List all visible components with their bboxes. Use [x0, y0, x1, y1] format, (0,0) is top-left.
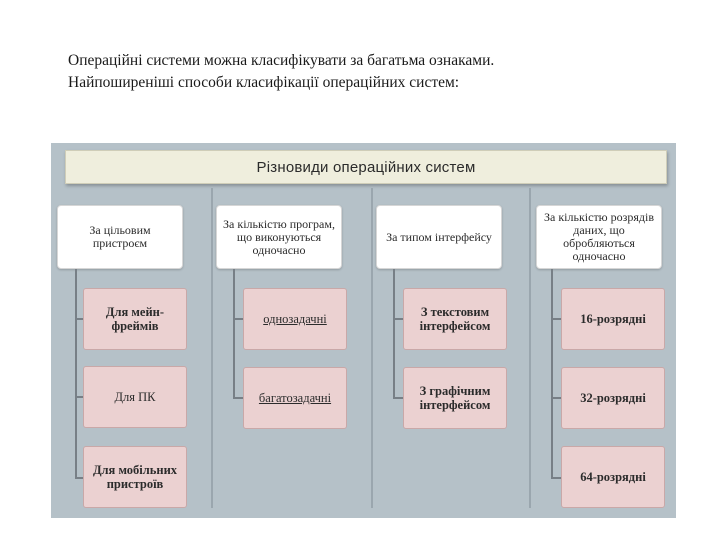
intro-line-2: Найпоширеніші способи класифікації операційних систем:	[68, 74, 460, 91]
connector	[551, 318, 561, 320]
header-interface-type: За типом інтерфейсу	[376, 205, 502, 269]
item-64-bit: 64-розрядні	[561, 446, 665, 508]
column-divider	[371, 188, 373, 508]
intro-text	[68, 50, 688, 94]
diagram-title: Різновиди операційних систем	[65, 150, 667, 184]
connector	[551, 477, 561, 479]
column-divider	[211, 188, 213, 508]
connector	[75, 269, 77, 479]
header-target-device: За цільовим пристроєм	[57, 205, 183, 269]
intro-line-1: Операційні системи можна класифікувати за багатьма ознаками.	[68, 52, 495, 69]
item-graphic-interface: З графічним інтерфейсом	[403, 367, 507, 429]
connector	[75, 477, 83, 479]
connector	[233, 269, 235, 399]
item-mobile-devices: Для мобільних пристроїв	[83, 446, 187, 508]
header-programs-count: За кількістю програм, що виконуються одночасно	[216, 205, 342, 269]
connector	[393, 318, 403, 320]
item-text-interface: З текстовим інтерфейсом	[403, 288, 507, 350]
column-divider	[529, 188, 531, 508]
connector	[233, 397, 243, 399]
connector	[233, 318, 243, 320]
connector	[393, 397, 403, 399]
os-classification-diagram	[51, 143, 676, 518]
item-16-bit: 16-розрядні	[561, 288, 665, 350]
connector	[75, 318, 83, 320]
item-32-bit: 32-розрядні	[561, 367, 665, 429]
item-multi-task: багатозадачні	[243, 367, 347, 429]
connector	[551, 397, 561, 399]
item-pc: Для ПК	[83, 366, 187, 428]
connector	[75, 396, 83, 398]
connector	[551, 269, 553, 479]
header-data-bits: За кількістю розрядів даних, що обробляються одночасно	[536, 205, 662, 269]
item-mainframes: Для мейн-фреймів	[83, 288, 187, 350]
connector	[393, 269, 395, 399]
item-single-task: однозадачні	[243, 288, 347, 350]
